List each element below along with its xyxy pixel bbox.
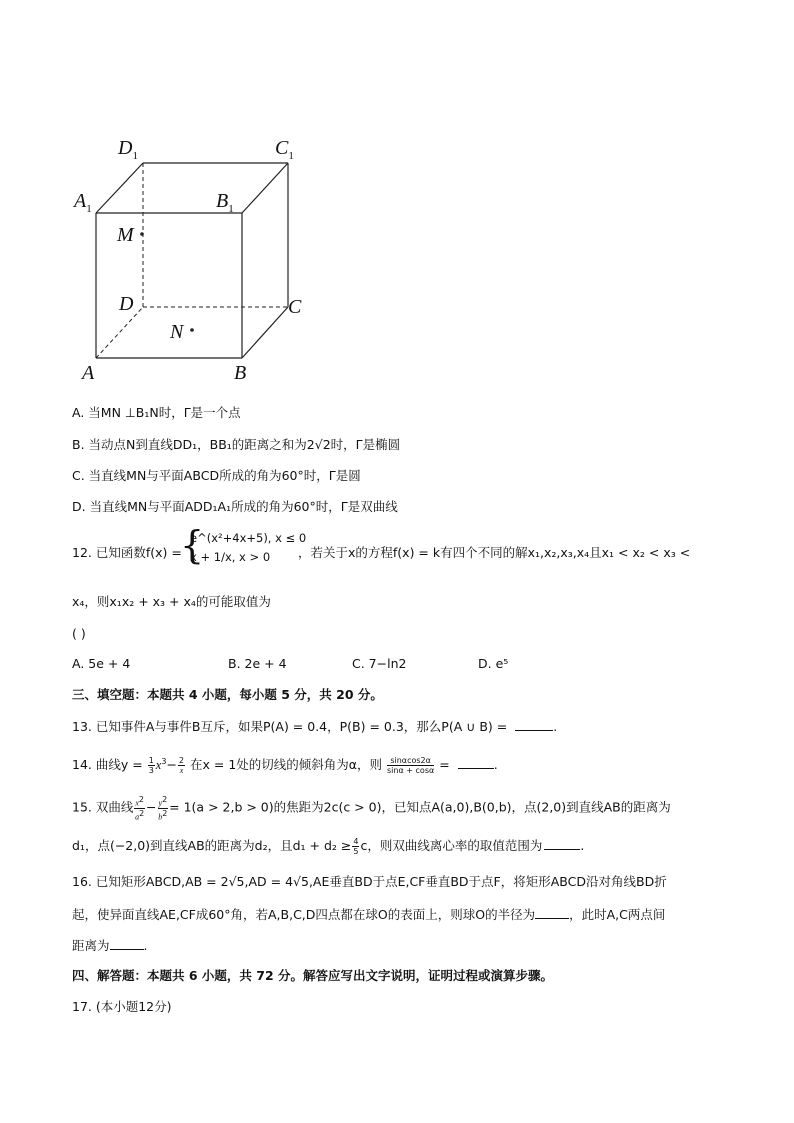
q12-line2: x₄，则x₁x₂ + x₃ + x₄的可能取值为: [72, 594, 271, 609]
q12-answer-paren: ( ): [72, 626, 86, 641]
piecewise-brace: {: [180, 523, 205, 567]
q15-line2b: c，则双曲线离心率的取值范围为: [360, 838, 543, 853]
q15-line2: d₁，点(−2,0)到直线AB的距离为d₂，且d₁ + d₂ ≥ $\frac{4}{5}$ c，则双曲线离心率的取值范围为 .: [72, 837, 585, 856]
q16-blank-distance: [110, 937, 144, 950]
q14-frac-third: $\frac{1}{3}$: [148, 756, 154, 776]
q14-eq: =: [439, 757, 450, 773]
q16-line3: 距离为 .: [72, 938, 148, 953]
q16-blank-radius: [535, 906, 569, 919]
q14-frac-2x: $\frac{2}{x}$: [178, 756, 185, 776]
q14-ratio: $\frac{\sin\alpha\cos 2\alpha}{\sin\alpha + \cos\alpha}$: [387, 756, 435, 776]
edge-A1D1: [96, 163, 143, 213]
q16-line1: 16. 已知矩形ABCD,AB = 2√5,AD = 4√5,AE垂直BD于点E,CF垂直BD于点F，将矩形ABCD沿对角线BD折: [72, 874, 667, 889]
cube-figure: [70, 130, 310, 390]
q12-suffix: ，若关于x的方程f(x) = k有四个不同的解x₁,x₂,x₃,x₄且x₁ < x₂ < x₃ <: [298, 545, 691, 560]
q14-mid: 在x = 1处的切线的倾斜角为α，则: [190, 757, 383, 773]
q15-frac-45: $\frac{4}{5}$: [353, 837, 359, 856]
label-D: D: [119, 293, 134, 315]
point-M: [140, 232, 144, 236]
q15-frac-y: $\frac{y^2}{b^2}$: [158, 795, 168, 822]
q11-option-d: D. 当直线MN与平面ADD₁A₁所成的角为60°时，Γ是双曲线: [72, 499, 398, 514]
label-C1: $C_1$: [275, 137, 294, 162]
label-C: C: [288, 296, 302, 318]
point-N: [190, 328, 194, 332]
label-A1: $A_1$: [74, 190, 92, 215]
section-3-heading: 三、填空题：本题共 4 小题，每小题 5 分，共 20 分。: [72, 687, 383, 702]
q15-line2a: d₁，点(−2,0)到直线AB的距离为d₂，且d₁ + d₂ ≥: [72, 838, 352, 853]
label-M: M: [117, 224, 134, 246]
q11-option-c: C. 当直线MN与平面ABCD所成的角为60°时，Γ是圆: [72, 468, 361, 483]
label-D1: $D_1$: [118, 137, 138, 162]
q12-case1: e^(x²+4x+5), x ≤ 0: [190, 531, 307, 545]
edge-BC: [242, 307, 288, 358]
label-B: B: [234, 362, 247, 384]
label-A: A: [82, 362, 95, 384]
label-B1: $B_1$: [216, 190, 234, 215]
q13-text: 13. 已知事件A与事件B互斥，如果P(A) = 0.4，P(B) = 0.3，那么P(A ∪ B) = .: [72, 719, 558, 734]
q15-answer-blank: [544, 837, 580, 850]
section-4-heading: 四、解答题：本题共 6 小题，共 72 分。解答应写出文字说明，证明过程或演算步骤。: [72, 968, 554, 983]
q11-option-a: A. 当MN ⊥B₁N时，Γ是一个点: [72, 405, 241, 420]
q14-answer-blank: [458, 756, 494, 769]
edge-B1C1: [242, 163, 288, 213]
q12-option-d: D. e⁵: [478, 656, 509, 671]
q12-prefix: 12. 已知函数f(x) =: [72, 545, 182, 560]
q16-line2: [72, 906, 665, 923]
q15-prefix: 15. 双曲线: [72, 799, 134, 815]
q14-prefix: 14. 曲线y =: [72, 757, 143, 773]
q11-option-b: B. 当动点N到直线DD₁，BB₁的距离之和为2√2时，Γ是椭圆: [72, 437, 401, 452]
q13-body: 13. 已知事件A与事件B互斥，如果P(A) = 0.4，P(B) = 0.3，那么P(A ∪ B) =: [72, 719, 508, 734]
q15-text: 15. 双曲线 $\frac{x^2}{a^2}$ − $\frac{y^2}{b^2}$ = 1(a > 2,b > 0)的焦距为2c(c > 0)，已知点A(a,0),B(0,b)，点(2,0)到直线AB的距离为: [72, 795, 671, 822]
q12-option-b: B. 2e + 4: [228, 656, 287, 671]
q12-option-a: A. 5e + 4: [72, 656, 131, 671]
label-N: N: [170, 321, 184, 343]
q13-answer-blank: [515, 718, 553, 731]
q16-line3-text: 距离为: [72, 938, 110, 953]
q16-line2b: ，此时A,C两点间: [569, 907, 666, 922]
q15-frac-x: $\frac{x^2}{a^2}$: [135, 795, 145, 822]
q14-text: 14. 曲线y = $\frac{1}{3}$ $x^3-$ $\frac{2}{x}$ 在x = 1处的切线的倾斜角为α，则 $\frac{\sin\alpha\cos 2\alpha}{\sin\alpha + \cos\alpha}$ = .: [72, 756, 498, 776]
q16-line2-text: 起，使异面直线AE,CF成60°角，若A,B,C,D四点都在球O的表面上，则球O的半径为: [72, 907, 536, 922]
q12-option-c: C. 7−ln2: [352, 656, 407, 671]
q17-heading: 17. (本小题12分): [72, 999, 172, 1014]
piecewise-cases: [190, 529, 306, 567]
q12-case2: x + 1/x, x > 0: [190, 550, 271, 564]
q15-eq: = 1(a > 2,b > 0)的焦距为2c(c > 0)，已知点A(a,0),B(0,b)，点(2,0)到直线AB的距离为: [169, 799, 671, 815]
